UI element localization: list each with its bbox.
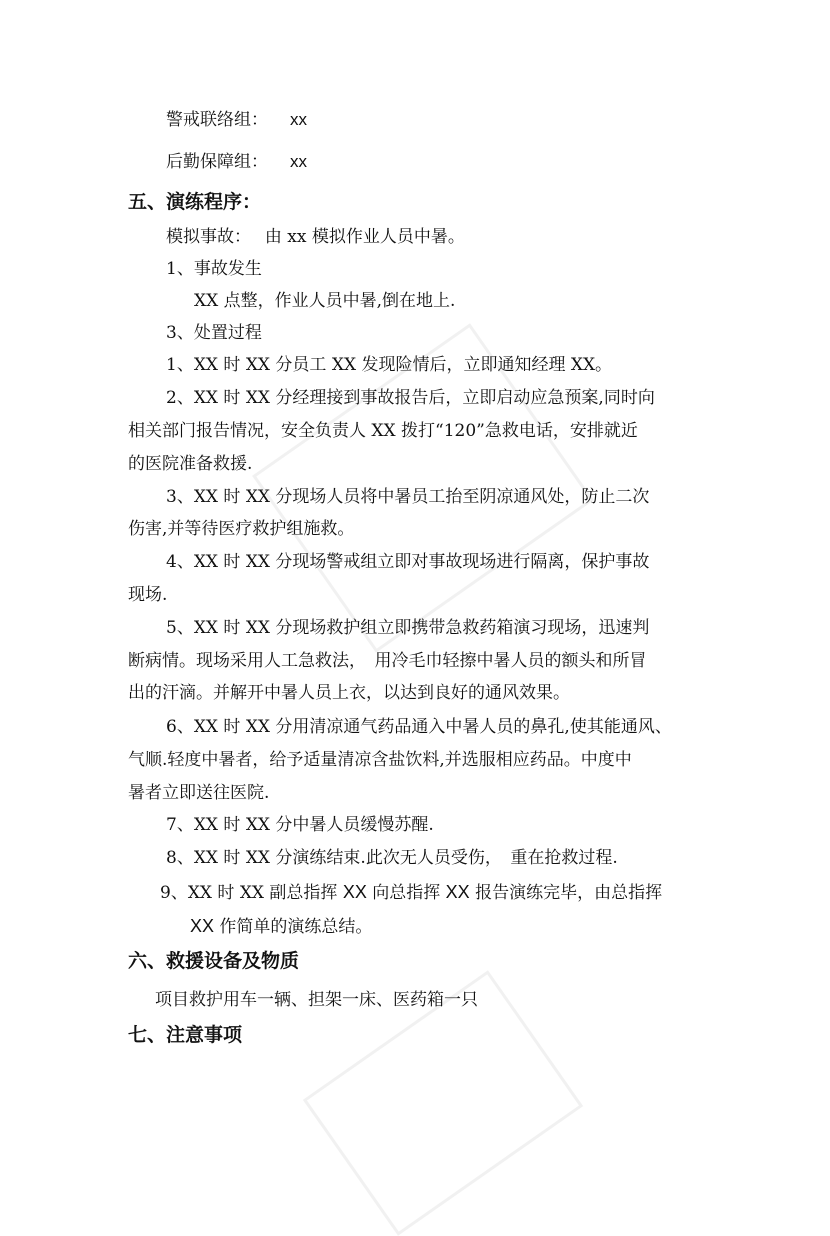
text-line: XX 点整，作业人员中暑,倒在地上.: [194, 291, 456, 311]
watermark-stamp: [303, 970, 583, 1236]
text-line: 1、XX 时 XX 分员工 XX 发现险情后，立即通知经理 XX。: [166, 355, 613, 375]
text-line: 警戒联络组： xx: [166, 110, 307, 130]
text-line: 出的汗滴。并解开中暑人员上衣，以达到良好的通风效果。: [128, 683, 570, 703]
text-line: 6、XX 时 XX 分用清凉通气药品通入中暑人员的鼻孔,使其能通风、: [166, 717, 672, 737]
text-line: 9、XX 时 XX 副总指挥 XX 向总指挥 XX 报告演练完毕，由总指挥: [160, 882, 663, 903]
text-line: 3、XX 时 XX 分现场人员将中暑员工抬至阴凉通风处，防止二次: [166, 487, 650, 507]
text-line: 相关部门报告情况，安全负责人 XX 拨打“120”急救电话，安排就近: [128, 421, 638, 441]
text-line: 气顺.轻度中暑者，给予适量清凉含盐饮料,并选服相应药品。中度中: [128, 750, 632, 770]
text-line: 8、XX 时 XX 分演练结束.此次无人员受伤， 重在抢救过程.: [166, 848, 618, 868]
text-line: 1、事故发生: [166, 259, 262, 279]
text-line: 断病情。现场采用人工急救法， 用冷毛巾轻擦中暑人员的额头和所冒: [128, 651, 647, 671]
section-heading: 五、演练程序：: [128, 191, 262, 213]
text-line: 伤害,并等待医疗救护组施救。: [128, 519, 355, 539]
text-line: 5、XX 时 XX 分现场救护组立即携带急救药箱演习现场，迅速判: [166, 618, 650, 638]
text-line: 7、XX 时 XX 分中暑人员缓慢苏醒.: [166, 815, 434, 835]
text-line: 的医院准备救援.: [128, 454, 253, 474]
text-line: 模拟事故： 由 xx 模拟作业人员中暑。: [166, 227, 465, 247]
section-heading: 六、救援设备及物质: [128, 950, 300, 972]
section-heading: 七、注意事项: [128, 1024, 243, 1046]
text-line: 项目救护用车一辆、担架一床、医药箱一只: [155, 990, 478, 1010]
text-line: 2、XX 时 XX 分经理接到事故报告后，立即启动应急预案,同时向: [166, 388, 655, 408]
text-line: 3、处置过程: [166, 323, 262, 343]
text-line: 暑者立即送往医院.: [128, 783, 270, 803]
text-line: XX 作简单的演练总结。: [190, 916, 373, 937]
text-line: 4、XX 时 XX 分现场警戒组立即对事故现场进行隔离，保护事故: [166, 552, 650, 572]
text-line: 现场.: [128, 585, 168, 605]
text-line: 后勤保障组： xx: [166, 152, 307, 172]
